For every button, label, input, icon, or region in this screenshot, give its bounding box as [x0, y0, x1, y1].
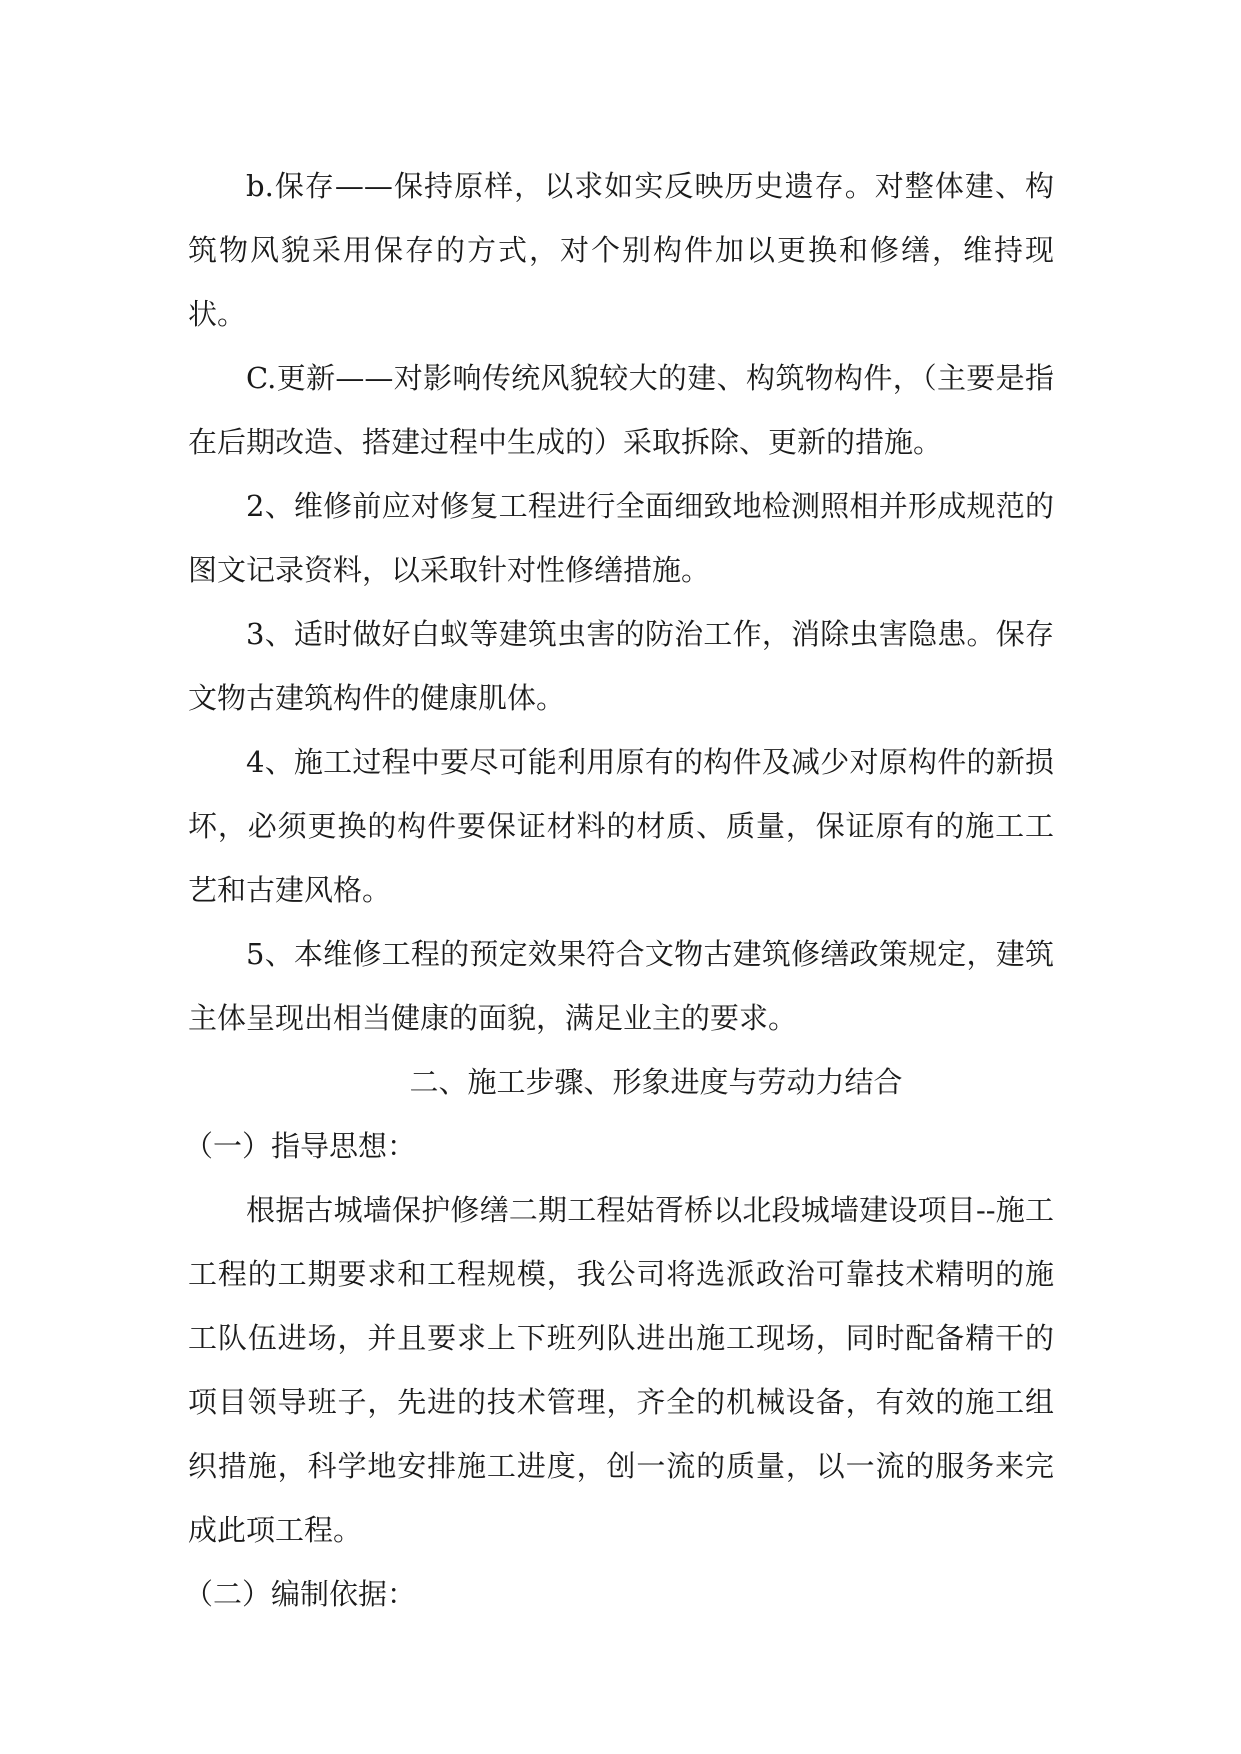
paragraph-item-4: 4、施工过程中要尽可能利用原有的构件及减少对原构件的新损坏，必须更换的构件要保证材料的材质、质量，保证原有的施工工艺和古建风格。: [188, 745, 1054, 907]
subheading-compilation-basis: （二）编制依据：: [184, 1577, 417, 1611]
paragraph-preserve: b.保存——保持原样，以求如实反映历史遗存。对整体建、构筑物风貌采用保存的方式，对个别构件加以更换和修缮，维持现状。: [188, 169, 1054, 331]
paragraph-item-3: 3、适时做好白蚁等建筑虫害的防治工作，消除虫害隐患。保存文物古建筑构件的健康肌体。: [188, 617, 1054, 715]
paragraph-item-5: 5、本维修工程的预定效果符合文物古建筑修缮政策规定，建筑主体呈现出相当健康的面貌，满足业主的要求。: [188, 937, 1054, 1035]
section-heading: 二、施工步骤、形象进度与劳动力结合: [409, 1065, 903, 1099]
document-body: [184, 154, 1054, 1626]
paragraph-item-2: 2、维修前应对修复工程进行全面细致地检测照相并形成规范的图文记录资料，以采取针对性修缮措施。: [188, 489, 1054, 587]
subheading-guiding-thought: （一）指导思想：: [184, 1129, 417, 1163]
paragraph-guiding-thought: 根据古城墙保护修缮二期工程姑胥桥以北段城墙建设项目--施工工程的工期要求和工程规模，我公司将选派政治可靠技术精明的施工队伍进场，并且要求上下班列队进出施工现场，同时配备精干的项目领导班子，先进的技术管理，齐全的机械设备，有效的施工组织措施，科学地安排施工进度，创一流的质量，以一流的服务来完成此项工程。: [188, 1193, 1054, 1547]
paragraph-renew: C.更新——对影响传统风貌较大的建、构筑物构件，（主要是指在后期改造、搭建过程中生成的）采取拆除、更新的措施。: [188, 361, 1054, 459]
